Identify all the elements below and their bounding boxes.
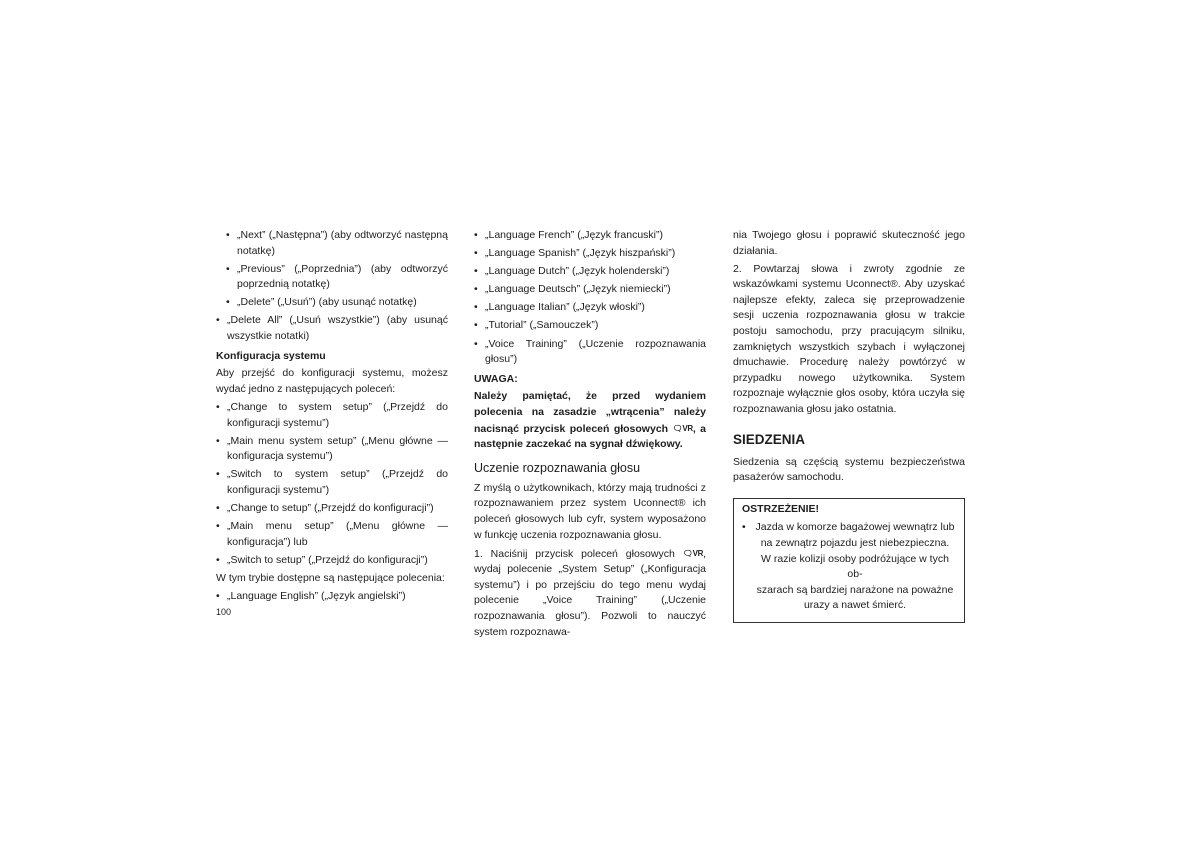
note-label: UWAGA: bbox=[474, 372, 518, 385]
list-item: • „Tutorial” („Samouczek”) bbox=[474, 318, 706, 334]
list-item bbox=[742, 520, 956, 614]
list-item: • „Language English” („Język angielski”) bbox=[216, 589, 448, 605]
mode-text: W tym trybie dostępne są następujące polecenia: bbox=[216, 571, 445, 584]
list-item: • „Language French” („Język francuski”) bbox=[474, 228, 706, 244]
note-text-part1: Należy pamiętać, że przed wydaniem polecenia na zasadzie „wtrącenia” należy nacisnąć przycisk poleceń głosowych bbox=[474, 390, 706, 435]
column-left bbox=[216, 228, 448, 607]
delete-all-list bbox=[216, 313, 448, 344]
config-commands-list bbox=[216, 400, 448, 568]
heading-system-config: Konfiguracja systemu bbox=[216, 349, 326, 362]
list-item: • „Delete All” („Usuń wszystkie”) (aby usunąć wszystkie notatki) bbox=[216, 313, 448, 344]
warning-title: OSTRZEŻENIE! bbox=[742, 502, 820, 515]
step-1-part1: 1. Naciśnij przycisk poleceń głosowych bbox=[474, 547, 675, 560]
list-item: • „Language Dutch” („Język holenderski”) bbox=[474, 264, 706, 280]
warning-line: W razie kolizji osoby podróżujące w tych ob- bbox=[761, 552, 949, 581]
list-item: • „Switch to setup” („Przejdź do konfiguracji”) bbox=[216, 553, 448, 569]
column-middle bbox=[474, 228, 706, 643]
warning-line: • Jazda w komorze bagażowej wewnątrz lub bbox=[755, 521, 955, 534]
list-item: • „Language Italian” („Język włoski”) bbox=[474, 300, 706, 316]
voice-intro: Z myślą o użytkownikach, którzy mają trudności z rozpoznawaniem przez system Uconnect® ich poleceń głosowych lub cyfr, system wyposażono w funkcję uczenia rozpoznawania głosu. bbox=[474, 481, 706, 541]
warning-line: na zewnątrz pojazdu jest niebezpieczna. bbox=[760, 537, 950, 549]
list-item: • „Main menu system setup” („Menu główne — konfiguracja systemu”) bbox=[216, 434, 448, 465]
warning-list bbox=[742, 520, 956, 614]
warning-line: urazy a nawet śmierć. bbox=[803, 599, 907, 612]
heading-seats: SIEDZENIA bbox=[733, 431, 806, 447]
step-1 bbox=[474, 546, 706, 641]
step-2: 2. Powtarzaj słowa i zwroty zgodnie ze wskazówkami systemu Uconnect®. Aby uzyskać najlepsze efekty, zaleca się przeprowadzenie sesji uczenia rozpoznawania głosu w trakcie postoju samochodu, przy pracującym silniku, zamkniętych wszystkich szybach i wyłączonej dmuchawie. Procedurę należy powtórzyć w przypadku nowego użytkownika. System rozpoznaje wyłącznie głos osoby, która uczyła się rozpoznawania głosu jako ostatnia. bbox=[733, 262, 965, 416]
list-item: • „Change to setup” („Przejdź do konfiguracji”) bbox=[216, 501, 448, 517]
column-right bbox=[733, 228, 965, 623]
list-item: • „Switch to system setup” („Przejdź do konfiguracji systemu”) bbox=[216, 467, 448, 498]
note-commands-list bbox=[216, 228, 448, 311]
warning-line: szarach są bardziej narażone na poważne bbox=[756, 583, 954, 596]
list-item: • „Voice Training” („Uczenie rozpoznawania głosu”) bbox=[474, 337, 706, 368]
note-text bbox=[474, 389, 706, 452]
note-text-part2: , a następnie zaczekać na sygnał dźwiękowy. bbox=[474, 422, 706, 451]
list-item: • „Next” („Następna”) (aby odtworzyć następną notatkę) bbox=[226, 228, 448, 259]
heading-voice-training: Uczenie rozpoznawania głosu bbox=[474, 460, 641, 475]
page-number: 100 bbox=[216, 607, 232, 617]
seats-text: Siedzenia są częścią systemu bezpieczeństwa pasażerów samochodu. bbox=[733, 455, 965, 484]
voice-command-icon: 🗨VR bbox=[672, 423, 693, 433]
list-item: • „Main menu setup” („Menu główne — konfiguracja”) lub bbox=[216, 519, 448, 550]
list-item: • „Language Deutsch” („Język niemiecki”) bbox=[474, 282, 706, 298]
step-1-part2: , wydaj polecenie „System Setup” („Konfiguracja systemu”) i po przejściu do tego menu wydaj polecenie „Voice Training” („Uczenie rozpoznawania głosu”). Pozwoli to nauczyć system rozpoznawa- bbox=[474, 547, 706, 638]
warning-box bbox=[733, 498, 965, 624]
list-item: • „Delete” („Usuń”) (aby usunąć notatkę) bbox=[226, 295, 448, 311]
voice-command-icon: 🗨VR bbox=[682, 548, 704, 558]
config-intro: Aby przejść do konfiguracji systemu, możesz wydać jedno z następujących poleceń: bbox=[216, 367, 448, 395]
language-list-start bbox=[216, 589, 448, 605]
list-item: • „Change to system setup” („Przejdź do konfiguracji systemu”) bbox=[216, 400, 448, 431]
list-item: • „Language Spanish” („Język hiszpański”) bbox=[474, 246, 706, 262]
list-item: • „Previous” („Poprzednia”) (aby odtworzyć poprzednią notatkę) bbox=[226, 262, 448, 293]
language-list bbox=[474, 228, 706, 368]
step-1-continued: nia Twojego głosu i poprawić skuteczność jego działania. bbox=[733, 229, 965, 257]
